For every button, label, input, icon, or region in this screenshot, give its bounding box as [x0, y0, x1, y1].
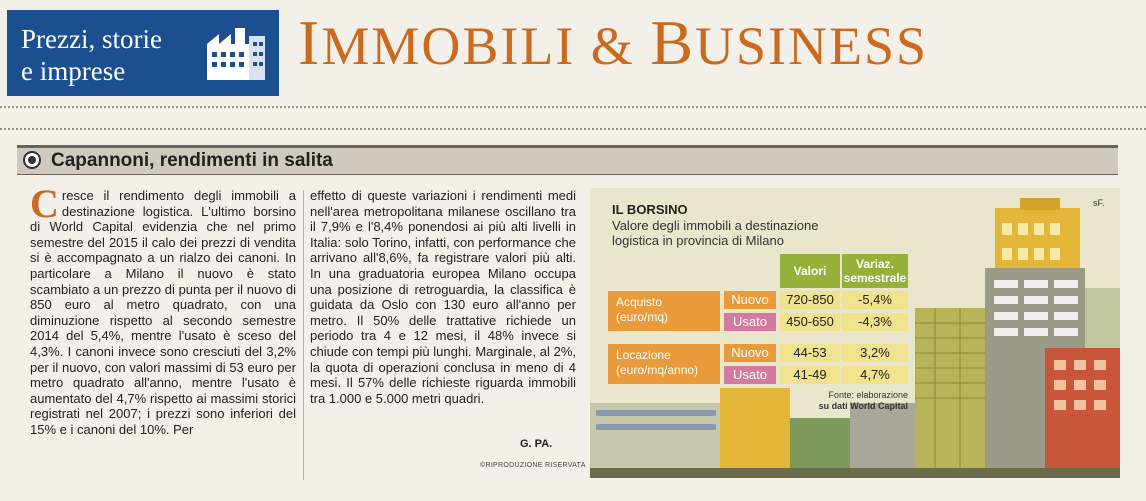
- source-line-1: Fonte: elaborazione: [828, 390, 908, 400]
- illustrator-credit: sF.: [1093, 198, 1105, 208]
- row-valori: 720-850: [780, 291, 840, 309]
- group-label-locazione: [608, 344, 720, 384]
- factory-icon: [205, 26, 269, 84]
- masthead: [298, 6, 928, 80]
- masthead-part-2: USINESS: [695, 16, 929, 76]
- masthead-initial-2: B: [650, 7, 695, 78]
- borsino-graphic: [590, 188, 1120, 478]
- section-badge: [7, 10, 279, 96]
- borsino-subtitle-2: logistica in provincia di Milano: [612, 233, 784, 248]
- row-variaz: 4,7%: [842, 366, 908, 384]
- row-valori: 41-49: [780, 366, 840, 384]
- column-header-variaz-line1: Variaz.: [855, 257, 895, 271]
- masthead-initial-1: I: [298, 7, 322, 78]
- row-kind: Usato: [724, 313, 776, 331]
- borsino-title: IL BORSINO: [612, 202, 688, 217]
- column-header-valori: Valori: [780, 254, 840, 288]
- row-valori: 450-650: [780, 313, 840, 331]
- group-label-acquisto-line2: (euro/mq): [616, 310, 669, 324]
- row-variaz: -4,3%: [842, 313, 908, 331]
- section-title-line1: Prezzi, storie: [21, 24, 162, 54]
- article-text-1: resce il rendimento degli immobili a destinazione logistica. L'ultimo borsino di World Capital evidenzia che nel primo semestre del 2015 il calo dei prezzi di vendita si è accompagnato a un rialzo dei canoni. In particolare a Milano il nuovo è stato scambiato a un prezzo di punta per il nuovo di 850 euro al metro quadrato, con una diminuzione rispetto al secondo semestre 2014 del 5,4%, mentre l'usato è sceso del 4,3%. I canoni invece sono cresciuti del 3,2% per il nuovo, con valori massimi di 53 euro per metro quadrato all'anno, mentre l'usato è aumentato del 4,7% rispetto ai massimi storici registrati nel 2007; i prezzi sono inferiori del 15% e i canoni del 10%. Per: [30, 188, 296, 437]
- borsino-subtitle-1: Valore degli immobili a destinazione: [612, 218, 819, 233]
- row-valori: 44-53: [780, 344, 840, 362]
- column-header-variaz: [842, 254, 908, 288]
- group-label-acquisto: [608, 291, 720, 331]
- row-kind: Usato: [724, 366, 776, 384]
- copyright-note: ©RIPRODUZIONE RISERVATA: [480, 462, 586, 469]
- column-header-variaz-line2: semestrale: [843, 271, 907, 285]
- dropcap: C: [30, 181, 59, 226]
- group-label-acquisto-line1: Acquisto: [616, 295, 663, 309]
- row-variaz: -5,4%: [842, 291, 908, 309]
- section-divider: [0, 128, 1146, 130]
- masthead-part-1: MMOBILI &: [321, 16, 651, 76]
- article-column-2: [310, 188, 576, 406]
- group-label-locazione-line1: Locazione: [616, 348, 671, 362]
- row-kind: Nuovo: [724, 291, 776, 309]
- group-label-locazione-line2: (euro/mq/anno): [616, 363, 699, 377]
- row-variaz: 3,2%: [842, 344, 908, 362]
- header-divider: [0, 106, 1146, 108]
- article-column-1: [30, 181, 296, 438]
- article-signature: G. PA.: [520, 438, 553, 450]
- source-note: [790, 390, 908, 412]
- column-rule: [303, 190, 304, 480]
- bullet-icon: [23, 151, 41, 169]
- article-text-2: effetto di queste variazioni i rendimenti medi nell'area metropolitana milanese oscillano tra il 7,9% e l'8,4% ponendosi ai più alti livelli in Italia: solo Torino, infatti, con performance che arrivano all'8,6%, fa registrare valori più alti. In una graduatoria europea Milano occupa una posizione di retroguardia, la classifica è guidata da Oslo con 130 euro all'anno per metro. Il 50% delle trattative richiede un periodo tra 4 e 12 mesi, il 48% invece si chiude con tempi più lunghi. Marginale, al 2%, la quota di operazioni conclusa in meno di 4 mesi. Il 57% delle richieste riguarda immobili tra 1.000 e 5.000 metri quadri.: [310, 188, 576, 406]
- headline-bar: [17, 145, 1118, 175]
- source-line-2: su dati World Capital: [818, 401, 908, 411]
- section-title-line2: e imprese: [21, 56, 126, 86]
- article-headline: Capannoni, rendimenti in salita: [51, 150, 333, 171]
- row-kind: Nuovo: [724, 344, 776, 362]
